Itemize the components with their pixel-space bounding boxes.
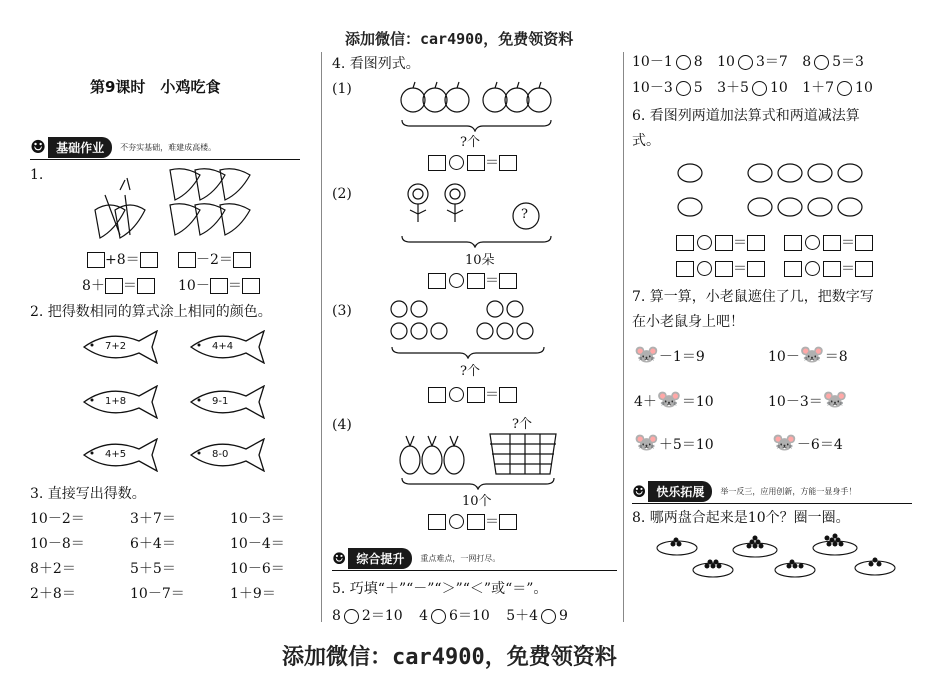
answer-circle[interactable] bbox=[697, 235, 712, 250]
q6-text-2: 式。 bbox=[632, 133, 660, 149]
mouse-icon[interactable]: 🐭 bbox=[634, 430, 659, 454]
basket-label: ?个 bbox=[512, 417, 532, 432]
answer-box[interactable] bbox=[499, 387, 517, 403]
answer-box[interactable] bbox=[467, 387, 485, 403]
equation-template: ＝ bbox=[784, 258, 873, 278]
q5-text: 5. 巧填“＋”“－”“＞”“＜”或“＝”。 bbox=[332, 581, 548, 597]
fish-4[interactable] bbox=[187, 385, 267, 423]
q7-eq-5: 🐭＋5＝10 bbox=[634, 430, 714, 454]
brace bbox=[400, 234, 555, 248]
section-note: 不夯实基础，难建成高楼。 bbox=[120, 142, 217, 152]
brace bbox=[400, 118, 555, 132]
answer-circle[interactable] bbox=[449, 273, 464, 288]
q7-text-2: 在小老鼠身上吧！ bbox=[632, 314, 744, 330]
equation-template: ＝ bbox=[428, 384, 517, 404]
fish-1[interactable] bbox=[80, 330, 160, 368]
question-mark: ? bbox=[521, 207, 528, 222]
q7-eq-6: 🐭－6＝4 bbox=[772, 430, 843, 454]
watermark-top: 添加微信：car4900，免费领资料 bbox=[345, 30, 574, 48]
mouse-icon[interactable]: 🐭 bbox=[799, 342, 825, 366]
answer-box[interactable] bbox=[676, 261, 694, 277]
answer-box[interactable] bbox=[676, 235, 694, 251]
q4-part-4: (4) bbox=[332, 417, 352, 433]
equation-template: ＝ bbox=[784, 232, 873, 252]
answer-box[interactable] bbox=[140, 252, 158, 268]
frogs-image bbox=[670, 155, 880, 227]
fish-label: 9-1 bbox=[212, 396, 229, 407]
section-label: 基础作业 bbox=[48, 137, 112, 158]
answer-circle[interactable] bbox=[738, 55, 753, 70]
q2-text: 2. 把得数相同的算式涂上相同的颜色。 bbox=[30, 304, 272, 320]
fish-label: 7+2 bbox=[105, 341, 127, 352]
answer-circle[interactable] bbox=[449, 155, 464, 170]
q3-item: 10－4＝ bbox=[230, 536, 285, 552]
q4-part-2: (2) bbox=[332, 186, 352, 202]
answer-box[interactable] bbox=[428, 514, 446, 530]
brace bbox=[390, 345, 550, 359]
section-banner-combo bbox=[332, 547, 617, 569]
q8-text: 8. 哪两盘合起来是10个？圈一圈。 bbox=[632, 510, 850, 526]
q1-eq-2: －2＝ bbox=[178, 251, 251, 269]
lesson-title: 第9课时 小鸡吃食 bbox=[90, 78, 221, 96]
q3-text: 3. 直接写出得数。 bbox=[30, 486, 146, 502]
q1-number: 1. bbox=[30, 167, 44, 183]
q3-item: 2＋8＝ bbox=[30, 586, 76, 602]
answer-box[interactable] bbox=[137, 278, 155, 294]
fish-6[interactable] bbox=[187, 438, 267, 476]
section-label: 快乐拓展 bbox=[648, 481, 712, 502]
q3-item: 5＋5＝ bbox=[130, 561, 176, 577]
fish-label: 4+4 bbox=[212, 341, 234, 352]
q7-eq-2: 10－🐭＝8 bbox=[768, 342, 848, 366]
answer-box[interactable] bbox=[428, 155, 446, 171]
answer-circle[interactable] bbox=[344, 609, 359, 624]
answer-box[interactable] bbox=[784, 235, 802, 251]
equation-template: ＝ bbox=[428, 270, 517, 290]
fish-label: 4+5 bbox=[105, 449, 127, 460]
q5-row-2: 10－1 8 10 3＝7 8 5＝3 bbox=[632, 54, 864, 70]
section-banner-basic bbox=[30, 136, 300, 158]
equation-template: ＝ bbox=[676, 258, 765, 278]
fish-3[interactable] bbox=[80, 385, 160, 423]
answer-box[interactable] bbox=[855, 261, 873, 277]
q4-part-1: (1) bbox=[332, 81, 352, 97]
brace-label: ?个 bbox=[460, 135, 480, 150]
peaches-image bbox=[385, 295, 535, 345]
answer-circle[interactable] bbox=[805, 235, 820, 250]
answer-circle[interactable] bbox=[449, 387, 464, 402]
mouse-icon[interactable]: 🐭 bbox=[822, 387, 848, 411]
q3-item: 3＋7＝ bbox=[130, 511, 176, 527]
answer-box[interactable] bbox=[210, 278, 228, 294]
q3-item: 1＋9＝ bbox=[230, 586, 276, 602]
column-divider-1 bbox=[321, 52, 322, 622]
mascot-icon: ☻ bbox=[30, 136, 47, 158]
answer-box[interactable] bbox=[233, 252, 251, 268]
answer-circle[interactable] bbox=[814, 55, 829, 70]
q3-item: 10－2＝ bbox=[30, 511, 85, 527]
equation-template: ＝ bbox=[428, 152, 517, 172]
answer-box[interactable] bbox=[499, 155, 517, 171]
fish-label: 8-0 bbox=[212, 449, 229, 460]
answer-box[interactable] bbox=[715, 235, 733, 251]
answer-circle[interactable] bbox=[697, 261, 712, 276]
section-banner-fun bbox=[632, 480, 912, 502]
flowers-image bbox=[400, 178, 480, 226]
q3-item: 10－7＝ bbox=[130, 586, 185, 602]
answer-box[interactable] bbox=[467, 514, 485, 530]
q7-text-1: 7. 算一算，小老鼠遮住了几，把数字写 bbox=[632, 289, 874, 305]
mascot-icon: ☻ bbox=[632, 481, 647, 501]
answer-circle[interactable] bbox=[676, 81, 691, 96]
brace-label: 10个 bbox=[462, 494, 492, 509]
answer-box[interactable] bbox=[499, 514, 517, 530]
answer-box[interactable] bbox=[87, 252, 105, 268]
q5-row-1: 8 2＝10 4 6＝10 5＋4 9 bbox=[332, 608, 568, 624]
mouse-icon[interactable]: 🐭 bbox=[656, 387, 682, 411]
equation-template: ＝ bbox=[428, 511, 517, 531]
q1-eq-3: 8＋ ＝ bbox=[82, 277, 155, 295]
section-note: 举一反三，应用创新，方能一显身手！ bbox=[720, 486, 857, 496]
answer-box[interactable] bbox=[178, 252, 196, 268]
q4-text: 4. 看图列式。 bbox=[332, 56, 420, 72]
q7-eq-1: 🐭－1＝9 bbox=[634, 342, 705, 366]
carrots-image bbox=[85, 165, 265, 240]
q3-item: 6＋4＝ bbox=[130, 536, 176, 552]
brace-label: 10朵 bbox=[465, 253, 495, 268]
fish-5[interactable] bbox=[80, 438, 160, 476]
answer-box[interactable] bbox=[715, 261, 733, 277]
column-divider-2 bbox=[623, 52, 624, 622]
answer-box[interactable] bbox=[467, 155, 485, 171]
section-label: 综合提升 bbox=[348, 548, 412, 569]
answer-box[interactable] bbox=[784, 261, 802, 277]
answer-circle[interactable] bbox=[431, 609, 446, 624]
q3-item: 10－8＝ bbox=[30, 536, 85, 552]
q7-eq-3: 4＋🐭＝10 bbox=[634, 387, 714, 411]
q1-eq-1: +8＝ bbox=[87, 251, 158, 269]
answer-box[interactable] bbox=[855, 235, 873, 251]
answer-box[interactable] bbox=[428, 387, 446, 403]
answer-box[interactable] bbox=[823, 235, 841, 251]
equation-template: ＝ bbox=[676, 232, 765, 252]
plates-image[interactable] bbox=[655, 530, 900, 582]
section-note: 重点难点，一网打尽。 bbox=[420, 553, 501, 563]
fish-label: 1+8 bbox=[105, 396, 127, 407]
mouse-icon[interactable]: 🐭 bbox=[634, 342, 659, 366]
answer-circle[interactable] bbox=[837, 81, 852, 96]
answer-box[interactable] bbox=[105, 278, 123, 294]
answer-box[interactable] bbox=[747, 261, 765, 277]
brace-label: ?个 bbox=[460, 364, 480, 379]
answer-circle[interactable] bbox=[449, 514, 464, 529]
q4-part-3: (3) bbox=[332, 303, 352, 319]
answer-box[interactable] bbox=[242, 278, 260, 294]
answer-box[interactable] bbox=[499, 273, 517, 289]
q7-eq-4: 10－3＝🐭 bbox=[768, 387, 848, 411]
pineapples-basket-image bbox=[395, 428, 565, 478]
brace bbox=[400, 476, 560, 490]
answer-circle[interactable] bbox=[752, 81, 767, 96]
q3-item: 10－6＝ bbox=[230, 561, 285, 577]
fish-2[interactable] bbox=[187, 330, 267, 368]
q1-eq-4: 10－ ＝ bbox=[178, 277, 260, 295]
q5-row-3: 10－3 5 3＋5 10 1＋7 10 bbox=[632, 80, 873, 96]
answer-circle[interactable] bbox=[676, 55, 691, 70]
watermark-bottom: 添加微信：car4900，免费领资料 bbox=[282, 645, 617, 670]
mouse-icon[interactable]: 🐭 bbox=[772, 430, 797, 454]
q6-text-1: 6. 看图列两道加法算式和两道减法算 bbox=[632, 108, 860, 124]
apples-image bbox=[395, 78, 555, 118]
answer-box[interactable] bbox=[747, 235, 765, 251]
answer-box[interactable] bbox=[467, 273, 485, 289]
answer-circle[interactable] bbox=[541, 609, 556, 624]
q3-item: 10－3＝ bbox=[230, 511, 285, 527]
mascot-icon: ☻ bbox=[332, 548, 347, 568]
q3-item: 8＋2＝ bbox=[30, 561, 76, 577]
answer-circle[interactable] bbox=[805, 261, 820, 276]
answer-box[interactable] bbox=[428, 273, 446, 289]
answer-box[interactable] bbox=[823, 261, 841, 277]
